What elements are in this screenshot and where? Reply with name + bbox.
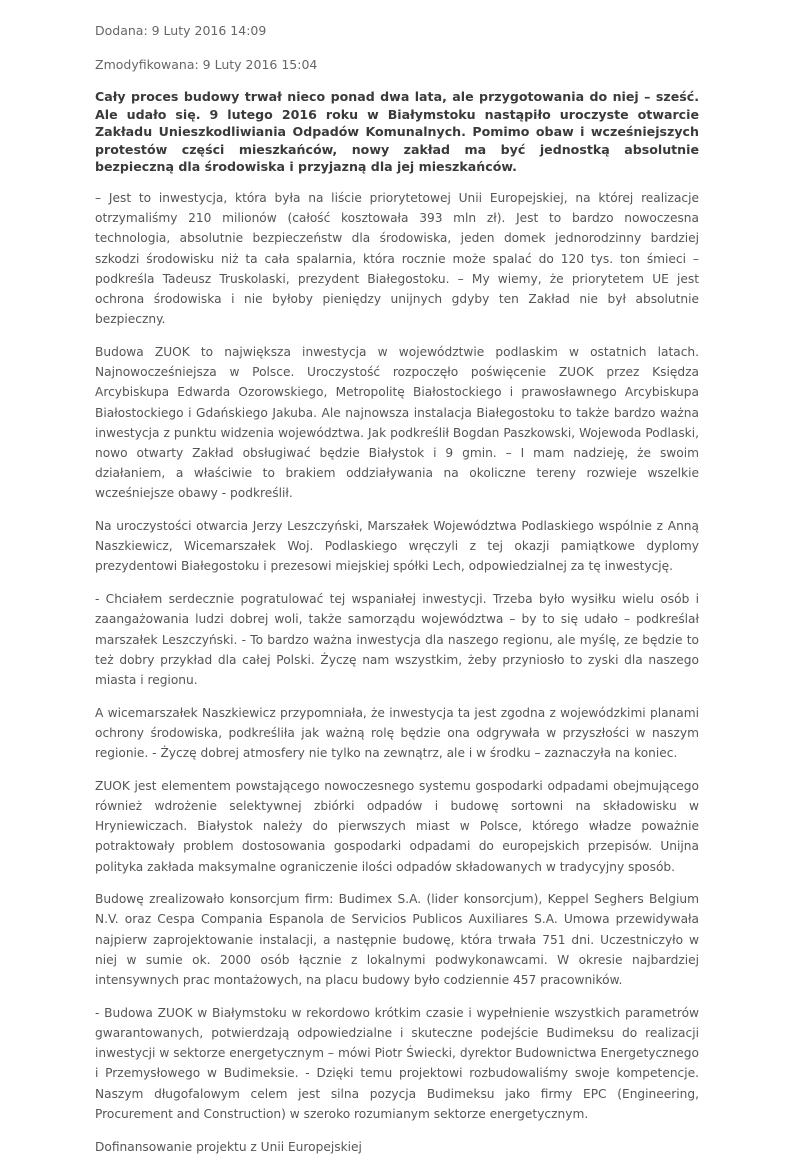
paragraph-2: Budowa ZUOK to największa inwestycja w województwie podlaskim w ostatnich latach. Najnowocześniejsza w Polsce. Uroczystość rozpoczęło poświęcenie ZUOK przez Księdza Arcybiskupa Edwarda Ozorowskiego, Metropolitę Białostockiego i prawosławnego Arcybiskupa Białostockiego i Gdańskiego Jakuba. Ale najnowsza instalacja Białegostoku to także bardzo ważna inwestycja z punktu widzenia województwa. Jak podkreślił Bogdan Paszkowski, Wojewoda Podlaski, nowo otwarty Zakład obsługiwać będzie Białystok i 9 gmin. – I mam nadzieję, że swoim działaniem, a właściwie to brakiem oddziaływania na okoliczne tereny rozwieje wszelkie wcześniejsze obawy - podkreślił. xyxy=(95,344,699,501)
funding-note: Dofinansowanie projektu z Unii Europejskiej xyxy=(95,1139,362,1154)
paragraph-5: A wicemarszałek Naszkiewicz przypomniała, że inwestycja ta jest zgodna z wojewódzkimi planami ochrony środowiska, podkreśliła jak ważną rolę będzie ona odgrywała w przyszłości w naszym regionie. - Życzę dobrej atmosfery nie tylko na zewnątrz, ale i w środku – zaznaczyła na koniec. xyxy=(95,705,699,761)
paragraph-4: - Chciałem serdecznie pogratulować tej wspaniałej inwestycji. Trzeba było wysiłku wielu osób i zaangażowania ludzi dobrej woli, także samorządu województwa – by to się udało – podkreślał marszałek Leszczyński. - To bardzo ważna inwestycja dla naszego regionu, ale myślę, ze będzie to też dobry przykład dla całej Polski. Życzę nam wszystkim, żeby przyniosło to zyski dla naszego miasta i regionu. xyxy=(95,592,699,687)
paragraph-6: ZUOK jest elementem powstającego nowoczesnego systemu gospodarki odpadami obejmującego również wdrożenie selektywnej zbiórki odpadów i budowę sortowni na składowisku w Hryniewiczach. Białystok należy do pierwszych miast w Polsce, którego władze poważnie potraktowały problem dostosowania gospodarki odpadami do europejskich przepisów. Unijna polityka zakłada maksymalne ograniczenie ilości odpadów składowanych w tradycyjny sposób. xyxy=(95,778,699,874)
paragraph-3: Na uroczystości otwarcia Jerzy Leszczyński, Marszałek Województwa Podlaskiego wspólnie z Anną Naszkiewicz, Wicemarszałek Woj. Podlaskiego wręczyli z tej okazji pamiątkowe dyplomy prezydentowi Białegostoku i prezesowi miejskiej spółki Lech, odpowiedzialnej za tę inwestycję. xyxy=(95,519,699,574)
paragraph-8: - Budowa ZUOK w Białymstoku w rekordowo krótkim czasie i wypełnienie wszystkich parametrów gwarantowanych, potwierdzają odpowiedzialne i skuteczne podejście Budimeksu do realizacji inwestycji w sektorze energetycznym – mówi Piotr Świecki, dyrektor Budownictwa Energetycznego i Przemysłowego w Budimeksie. - Dzięki temu projektowi rozbudowaliśmy swoje kompetencje. Naszym długofalowym celem jest silna pozycja Budimeksu jako firmy EPC (Engineering, Procurement and Construction) w szeroko rozumianym sektorze energetycznym. xyxy=(95,1005,699,1121)
paragraph-7: Budowę zrealizowało konsorcjum firm: Budimex S.A. (lider konsorcjum), Keppel Seghers Belgium N.V. oraz Cespa Compania Espanola de Servicios Publicos Auxiliares S.A. Umowa przewidywała najpierw zaprojektowanie instalacji, a następnie budowę, która trwała 751 dni. Uczestniczyło w niej w sumie ok. 2000 osób łącznie z lokalnymi podwykonawcami. W okresie najbardziej intensywnych prac montażowych, na placu budowy było codziennie 457 pracowników. xyxy=(95,892,699,988)
article xyxy=(95,20,699,1169)
date-modified: Zmodyfikowana: 9 Luty 2016 15:04 xyxy=(95,57,318,72)
article-lead: Cały proces budowy trwał nieco ponad dwa lata, ale przygotowania do niej – sześć. Ale udało się. 9 lutego 2016 roku w Białymstoku nastąpiło uroczyste otwarcie Zakładu Unieszkodliwiania Odpadów Komunalnych. Pomimo obaw i wcześniejszych protestów części mieszkańców, nowy zakład ma być jednostką absolutnie bezpieczną dla środowiska i przyjazną dla jej mieszkańców. xyxy=(95,89,699,175)
date-added: Dodana: 9 Luty 2016 14:09 xyxy=(95,23,267,38)
paragraph-1: – Jest to inwestycja, która była na liście priorytetowej Unii Europejskiej, na której realizacje otrzymaliśmy 210 milionów (całość kosztowała 393 mln zł). Jest to bardzo nowoczesna technologia, absolutnie bezpieczeństw dla środowiska, jeden domek jednorodzinny bardziej szkodzi środowisku niż ta cała spalarnia, która rocznie może spalać do 120 tys. ton śmieci – podkreśla Tadeusz Truskolaski, prezydent Białegostoku. – My wiemy, że priorytetem UE jest ochrona środowiska i nie byłoby pieniędzy unijnych gdyby ten Zakład nie był absolutnie bezpieczny. xyxy=(95,190,699,327)
